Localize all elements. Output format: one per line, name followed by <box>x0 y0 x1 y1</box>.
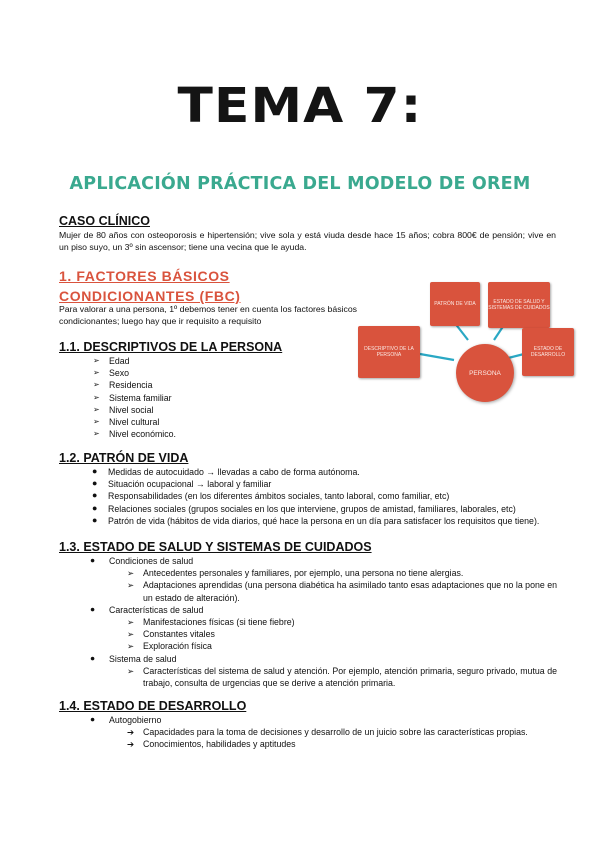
list-item: ➢ Adaptaciones aprendidas (una persona diabética ha asimilado tanto esas adaptaciones que no la pone en un estado de alteración). <box>127 580 557 603</box>
diagram-box-descriptivo: DESCRIPTIVO DE LA PERSONA <box>358 326 420 378</box>
list-item: ● Autogobierno <box>90 714 162 725</box>
diagram-center-persona: PERSONA <box>456 344 514 402</box>
list-item: ● Situación ocupacional → laboral y familiar <box>92 478 272 490</box>
list-item: ● Responsabilidades (en los diferentes ámbitos sociales, tanto laboral, como familiar, etc) <box>92 490 450 502</box>
list-item: ➢ Características del sistema de salud y atención. Por ejemplo, atención primaria, seguro privado, mutua de trabajo, consulta de urgencias que se derive a atención primaria. <box>127 665 557 689</box>
list-item: ● Condiciones de salud <box>90 555 194 566</box>
section1-heading: 1. FACTORES BÁSICOS CONDICIONANTES (FBC) <box>59 268 241 304</box>
s14-heading: 1.4. ESTADO DE DESARROLLO <box>59 699 247 713</box>
s14-content <box>59 714 559 751</box>
list-item: ● Sistema de salud <box>90 652 177 664</box>
list-item: ➔ Capacidades para la toma de decisiones y desarrollo de un juicio sobre las características propias. <box>127 727 528 738</box>
list-item: ● Relaciones sociales (grupos sociales en los que interviene, grupos de amistad, familiares, laborales, etc) <box>92 502 516 514</box>
s11-list <box>93 355 176 440</box>
section1-text: Para valorar a una persona, 1º debemos tener en cuenta los factores básicos condicionantes; luego hay que ir requisito a requisito <box>59 304 357 326</box>
list-item: ➢ Edad <box>93 356 130 366</box>
list-item: ● Patrón de vida (hábitos de vida diarios, qué hace la persona en un día para satisfacer los requisitos que tiene). <box>92 514 540 526</box>
s12-list <box>92 466 568 527</box>
fbc-diagram <box>358 282 578 408</box>
s12-heading: 1.2. PATRÓN DE VIDA <box>59 451 189 465</box>
page-subtitle: APLICACIÓN PRÁCTICA DEL MODELO DE OREM <box>69 174 531 194</box>
list-item: ➢ Exploración física <box>127 641 212 652</box>
list-item: ➢ Nivel económico. <box>93 429 176 440</box>
list-item: ➢ Antecedentes personales y familiares, por ejemplo, una persona no tiene alergias. <box>127 568 464 579</box>
diagram-box-desarrollo: ESTADO DE DESARROLLO <box>522 328 574 376</box>
list-item: ➢ Nivel social <box>93 404 154 415</box>
diagram-box-estado-salud: ESTADO DE SALUD Y SISTEMAS DE CUIDADOS <box>488 282 550 328</box>
list-item: ➢ Residencia <box>93 380 153 391</box>
list-item: ➢ Constantes vitales <box>127 629 215 640</box>
s11-heading: 1.1. DESCRIPTIVOS DE LA PERSONA <box>59 340 283 354</box>
list-item: ● Medidas de autocuidado → llevadas a cabo de forma autónoma. <box>92 466 360 477</box>
diagram-box-patron: PATRÓN DE VIDA <box>430 282 480 326</box>
list-item: ➢ Manifestaciones físicas (si tiene fiebre) <box>127 617 295 628</box>
s13-content <box>59 555 559 689</box>
caso-clinico-heading: CASO CLÍNICO <box>59 214 150 228</box>
list-item: ➢ Nivel cultural <box>93 417 160 428</box>
s13-heading: 1.3. ESTADO DE SALUD Y SISTEMAS DE CUIDADOS <box>59 540 372 554</box>
page-title: TEMA 7: <box>177 78 423 134</box>
list-item: ● Características de salud <box>90 603 204 615</box>
caso-clinico-text: Mujer de 80 años con osteoporosis e hipertensión; vive sola y está viuda desde hace 15 años; cobra 800€ de pensión; vive en un piso suyo, un 3º sin ascensor; tiene una vecina que le ayuda. <box>59 230 556 252</box>
list-item: ➢ Sistema familiar <box>93 392 172 403</box>
list-item: ➔ Conocimientos, habilidades y aptitudes <box>127 739 296 750</box>
list-item: ➢ Sexo <box>93 368 130 379</box>
connector-descriptivo <box>420 354 454 360</box>
